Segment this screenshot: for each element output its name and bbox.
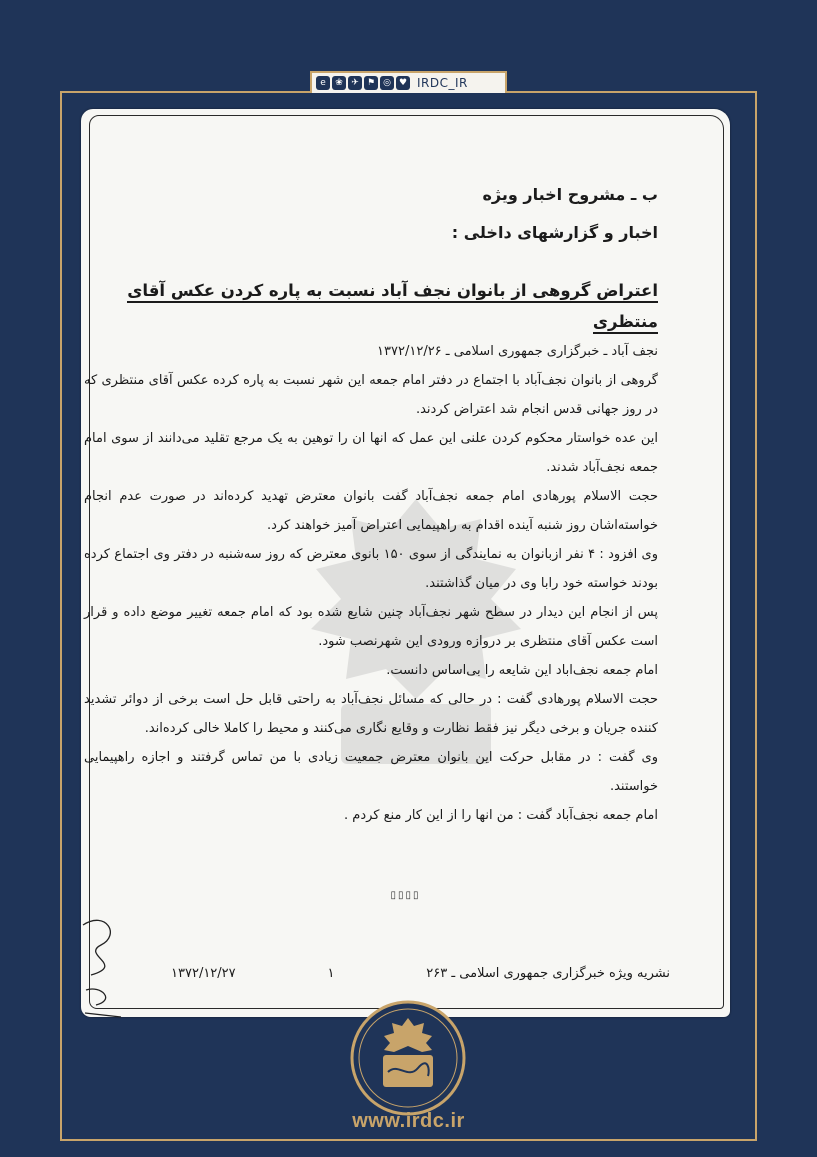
website-url[interactable]: www.irdc.ir	[352, 1110, 465, 1132]
subheading: اخبار و گزارشهای داخلی :	[451, 223, 658, 242]
eitaa-icon[interactable]: e	[316, 76, 330, 90]
telegram-icon[interactable]: ✈	[348, 76, 362, 90]
social-handle: IRDC_IR	[417, 76, 468, 90]
paragraph: گروهی از بانوان نجف‌آباد با اجتماع در دفتر امام جمعه این شهر نسبت به پاره کرده عکس آقای منتظری که در روز جهانی قدس انجام شد اعتراض کردند.	[84, 373, 658, 417]
bale-icon[interactable]: ⚑	[364, 76, 378, 90]
article-body	[84, 337, 658, 830]
irdc-logo[interactable]	[350, 1000, 466, 1116]
paragraph: امام جمعه نجف‌اباد این شایعه را بی‌اساس دانست.	[386, 663, 658, 678]
news-title	[118, 275, 658, 337]
twitter-icon[interactable]: ♥	[396, 76, 410, 90]
title-line-1: اعتراض گروهی از بانوان نجف آباد نسبت به پاره کردن عکس آقای	[127, 281, 658, 303]
instagram-icon[interactable]: ◎	[380, 76, 394, 90]
paragraph: پس از انجام این دیدار در سطح شهر نجف‌آباد چنین شایع شده بود که امام جمعه تغییر موضع داده و قرار است عکس آقای منتظری بر دروازه ورودی این شهرنصب شود.	[84, 605, 658, 649]
scanned-document	[81, 109, 730, 1017]
footer-publication: نشریه ویژه خبرگزاری جمهوری اسلامی ـ ۲۶۳	[426, 966, 670, 981]
section-heading: ب ـ مشروح اخبار ویژه	[482, 185, 658, 204]
social-bar	[310, 71, 507, 93]
separator-marks: ▯▯▯▯	[390, 890, 421, 901]
dateline: نجف آباد ـ خبرگزاری جمهوری اسلامی ـ ۱۳۷۲/۱۲/۲۶	[377, 344, 658, 359]
paragraph: حجت الاسلام پورهادی گفت : در حالی که مسائل نجف‌آباد به راحتی قابل حل است برخی از دوائر تشدید کننده جریان و برخی دیگر نیز فقط نظارت و وقایع نگاری می‌کنند و محیط را کاملا خالی کرده‌اند.	[84, 692, 658, 736]
paragraph: امام جمعه نجف‌آباد گفت : من انها را از این کار منع کردم .	[344, 808, 658, 823]
footer-page-number: ۱	[327, 966, 335, 981]
aparat-icon[interactable]: ❀	[332, 76, 346, 90]
paragraph: وی گفت : در مقابل حرکت این بانوان معترض جمعیت زیادی با من تماس گرفتند و اجازه راهپیمایی خواستند.	[84, 750, 658, 794]
title-line-2: منتظری	[593, 312, 658, 334]
paragraph: حجت الاسلام پورهادی امام جمعه نجف‌آباد گفت بانوان معترض تهدید کرده‌اند در صورت عدم انجام خواسته‌اشان روز شنبه آینده اقدام به راهپیمایی اعتراض آمیز خواهند کرد.	[84, 489, 658, 533]
document-footer	[171, 966, 670, 981]
footer-date: ۱۳۷۲/۱۲/۲۷	[171, 966, 236, 981]
handwritten-signature	[81, 905, 141, 1025]
paragraph: این عده خواستار محکوم کردن علنی این عمل که انها ان را توهین به یک مرجع تقلید می‌دانند از سوی امام جمعه نجف‌آباد شدند.	[84, 431, 658, 475]
paragraph: وی افزود : ۴ نفر ازبانوان به نمایندگی از سوی ۱۵۰ بانوی معترض که روز سه‌شنبه در دفتر وی اجتماع کرده بودند خواسته خود رابا وی در میان گذاشتند.	[84, 547, 659, 591]
